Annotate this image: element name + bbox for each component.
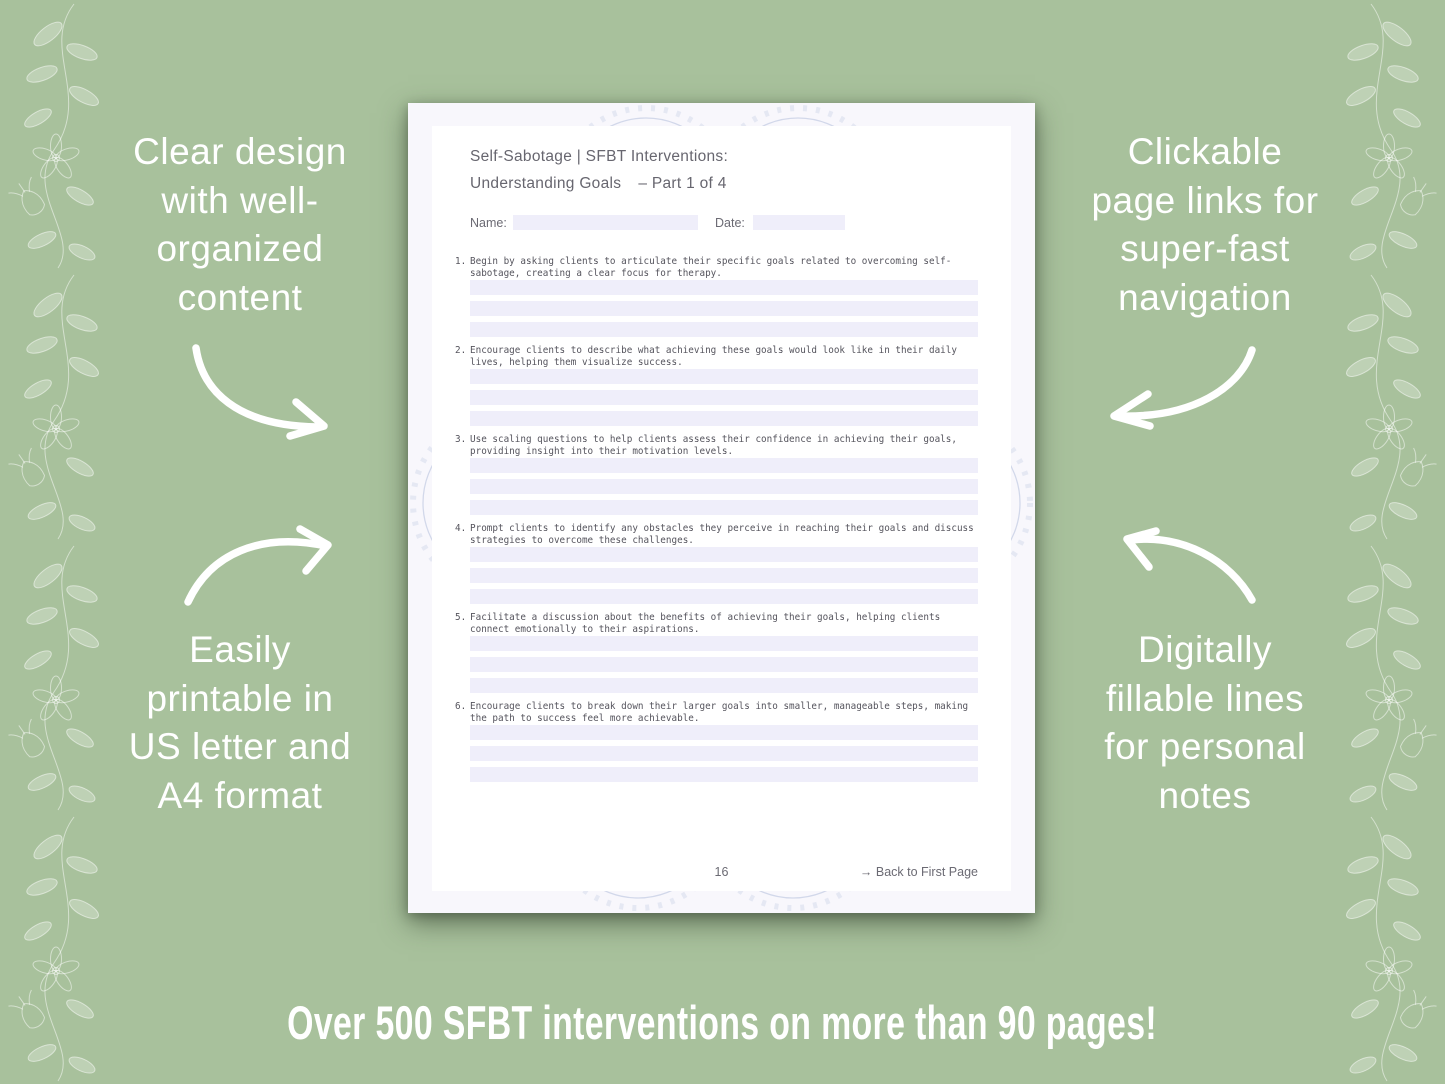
item-number: 1. [455,256,467,267]
fillable-line[interactable] [470,500,978,515]
fillable-line[interactable] [470,369,978,384]
fillable-line[interactable] [470,280,978,295]
annotation-bottom-left [73,626,407,820]
worksheet-title: Self-Sabotage | SFBT Interventions: [470,148,729,165]
annotation-line: content [177,276,303,318]
item-number: 2. [455,345,467,356]
banner [0,996,1445,1050]
fillable-line[interactable] [470,746,978,761]
fillable-line[interactable] [470,301,978,316]
annotation-line: organized [156,228,324,269]
item-text: Encourage clients to break down their larger goals into smaller, manageable steps, making the path to success feel more achievable. [470,701,969,724]
item-text: Begin by asking clients to articulate their specific goals related to overcoming self-sabotage, creating a clear focus for therapy. [470,256,952,279]
item-text: Facilitate a discussion about the benefits of achieving their goals, helping clients connect emotionally to their aspirations. [470,612,941,635]
fillable-line[interactable] [470,568,978,583]
item-number: 5. [455,612,467,623]
fillable-line[interactable] [470,767,978,782]
curved-arrow-bottom-right-icon [1106,526,1258,608]
annotation-line: page links for [1091,179,1319,221]
fillable-line[interactable] [470,411,978,426]
fillable-line[interactable] [470,636,978,651]
annotation-line: Easily [189,629,291,670]
worksheet-part-label: – Part 1 of 4 [638,175,727,192]
annotation-line: Clear design [133,131,347,172]
annotation-top-right [1038,128,1372,322]
banner-text: Over 500 SFBT interventions on more than 90 pages! [287,996,1158,1049]
fillable-line[interactable] [470,678,978,693]
item-text: Use scaling questions to help clients assess their confidence in achieving their goals, providing insight into their motivation levels. [470,434,957,457]
fillable-line[interactable] [470,458,978,473]
annotation-line: A4 format [157,774,323,816]
fillable-line[interactable] [470,657,978,672]
annotation-line: for personal [1104,726,1306,767]
fillable-line[interactable] [470,479,978,494]
fillable-line[interactable] [470,725,978,740]
fillable-line[interactable] [470,390,978,405]
intervention-item [455,345,982,427]
item-number: 6. [455,701,467,712]
worksheet-page [432,126,1011,891]
annotation-top-left [73,128,407,322]
back-to-first-page-link[interactable]: → Back to First Page [859,865,978,879]
name-label: Name: [470,216,507,230]
annotation-line: Clickable [1127,131,1283,172]
fillable-line[interactable] [470,589,978,604]
item-number: 3. [455,434,467,445]
worksheet-mockup [408,103,1035,913]
annotation-bottom-right [1038,626,1372,820]
annotation-line: US letter and [128,726,352,767]
annotation-line: printable in [146,677,334,719]
page-number: 16 [714,865,729,879]
fillable-line[interactable] [470,322,978,337]
intervention-item [455,612,982,694]
curved-arrow-bottom-left-icon [182,524,340,608]
name-field[interactable] [513,215,698,230]
worksheet-subtitle-text: Understanding Goals [470,175,622,192]
intervention-item [455,256,982,338]
fillable-line[interactable] [470,547,978,562]
item-number: 4. [455,523,467,534]
intervention-item [455,523,982,605]
intervention-item [455,434,982,516]
item-text: Encourage clients to describe what achieving these goals would look like in their daily lives, helping them visualize success. [470,345,957,368]
date-label: Date: [715,216,745,230]
curved-arrow-top-left-icon [188,342,338,440]
curved-arrow-top-right-icon [1100,344,1260,430]
annotation-line: fillable lines [1105,677,1305,719]
worksheet-subtitle [470,175,727,193]
intervention-item [455,701,982,783]
item-text: Prompt clients to identify any obstacles they perceive in reaching their goals and discuss strategies to overcome these challenges. [470,523,974,546]
annotation-line: notes [1158,774,1252,816]
annotation-line: super-fast [1120,228,1290,269]
date-field[interactable] [753,215,845,230]
annotation-line: Digitally [1137,629,1273,670]
annotation-line: with well- [161,179,319,221]
annotation-line: navigation [1118,276,1292,318]
